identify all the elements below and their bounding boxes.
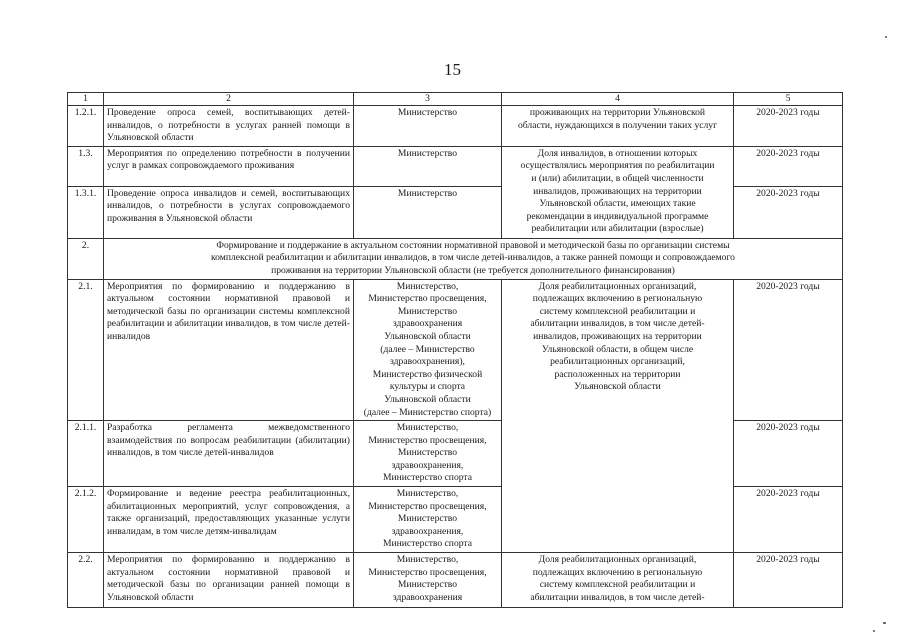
indicator-line: реабилитационных организаций, xyxy=(550,356,685,368)
event-text: Мероприятия по формированию и поддержанию в актуальном состоянии нормативной правовой и методической базы по организации системы комплексной реабилитации и абилитации инвалидов, в том числе детей-инвалидов xyxy=(104,279,354,421)
ministry-line: Министерство просвещения, xyxy=(368,500,487,512)
page-number: 15 xyxy=(444,60,461,79)
indicator-line: рекомендации в индивидуальной программе xyxy=(526,210,709,222)
ministry-line: Министерство xyxy=(397,513,458,525)
table-row xyxy=(68,279,843,421)
table-row xyxy=(68,146,843,186)
ministry-line: Министерство, xyxy=(396,422,459,434)
period-years: 2020-2023 годы xyxy=(734,421,843,487)
ministry-line: здравоохранения xyxy=(392,318,463,330)
responsible-ministry: Министерство xyxy=(354,106,502,147)
ministry-line: культуры и спорта xyxy=(389,381,466,393)
table-row xyxy=(68,106,843,147)
ministry-line: Министерство просвещения, xyxy=(368,434,487,446)
scan-speck xyxy=(885,36,887,38)
row-number: 1.3. xyxy=(68,146,104,186)
section-title-line: комплексной реабилитации и абилитации инвалидов, в том числе детей-инвалидов, а также ранней помощи и сопровождаемого xyxy=(211,252,735,264)
indicator-line: реабилитации или абилитации (взрослые) xyxy=(531,223,704,235)
ministry-line: Министерство, xyxy=(396,280,459,292)
ministry-line: здравоохранения), xyxy=(390,356,465,368)
row-number: 2. xyxy=(68,238,104,279)
period-years: 2020-2023 годы xyxy=(734,106,843,147)
table-header-row xyxy=(68,93,843,106)
section-title-line: проживания на территории Ульяновской области (не требуется дополнительного финансирования) xyxy=(271,264,675,276)
period-years: 2020-2023 годы xyxy=(734,146,843,186)
section-row xyxy=(68,238,843,279)
ministry-line: Ульяновской области xyxy=(384,393,471,405)
indicator-line: Ульяновской области, в общем числе xyxy=(541,343,694,355)
header-cell: 5 xyxy=(734,93,843,106)
indicator-line: проживающих на территории Ульяновской xyxy=(529,107,706,118)
ministry-line: Министерство xyxy=(397,579,458,591)
section-title-line: Формирование и поддержание в актуальном состоянии нормативной правовой и методической базы по организации системы xyxy=(216,239,730,251)
indicator-line: систему комплексной реабилитации и xyxy=(539,305,696,317)
header-cell: 4 xyxy=(502,93,734,106)
ministry-line: Министерство просвещения, xyxy=(368,566,487,578)
indicator-line: Ульяновской области, имеющих такие xyxy=(539,198,696,210)
period-years: 2020-2023 годы xyxy=(734,487,843,553)
responsible-ministry: Министерство xyxy=(354,146,502,186)
indicator-text xyxy=(502,553,734,608)
indicator-line: подлежащих включению в региональную xyxy=(532,566,703,578)
row-number: 2.1.2. xyxy=(68,487,104,553)
period-years: 2020-2023 годы xyxy=(734,186,843,238)
ministry-line: Министерство просвещения, xyxy=(368,293,487,305)
ministry-line: (далее – Министерство xyxy=(380,343,475,355)
scan-speck xyxy=(883,622,886,624)
indicator-line: Доля реабилитационных организаций, xyxy=(538,280,697,292)
table-row xyxy=(68,553,843,608)
indicator-line: подлежащих включению в региональную xyxy=(532,293,703,305)
indicator-line: и (или) абилитации, в общей численности xyxy=(531,172,704,184)
ministry-line: (далее – Министерство спорта) xyxy=(363,406,492,418)
ministry-line: здравоохранения xyxy=(392,591,463,603)
indicator-line: осуществлялись мероприятия по реабилитации xyxy=(520,160,715,172)
ministry-line: Министерство, xyxy=(396,488,459,500)
ministry-line: Министерство спорта xyxy=(383,538,472,550)
indicator-line: инвалидов, проживающих на территории xyxy=(533,330,702,342)
row-number: 1.3.1. xyxy=(68,186,104,238)
responsible-ministry xyxy=(354,421,502,487)
responsible-ministry xyxy=(354,279,502,421)
period-years: 2020-2023 годы xyxy=(734,553,843,608)
event-text: Проведение опроса семей, воспитывающих детей-инвалидов, о потребности в услугах ранней помощи в Ульяновской области xyxy=(104,106,354,147)
ministry-line: Министерство физической xyxy=(372,368,483,380)
responsible-ministry: Министерство xyxy=(354,186,502,238)
header-cell: 1 xyxy=(68,93,104,106)
header-cell: 2 xyxy=(104,93,354,106)
ministry-line: здравоохранения, xyxy=(391,459,464,471)
ministry-line: Министерство, xyxy=(396,554,459,566)
responsible-ministry xyxy=(354,487,502,553)
row-number: 2.1. xyxy=(68,279,104,421)
header-cell: 3 xyxy=(354,93,502,106)
program-table xyxy=(67,92,843,608)
row-number: 1.2.1. xyxy=(68,106,104,147)
ministry-line: Министерство спорта xyxy=(383,472,472,484)
event-text: Формирование и ведение реестра реабилитационных, абилитационных мероприятий, услуг сопровождения, а также организаций, предоставляющих указанные услуги инвалидам, в том числе детям-инвалидам xyxy=(104,487,354,553)
ministry-line: Министерство xyxy=(397,447,458,459)
indicator-line: Ульяновской области xyxy=(574,381,661,393)
scan-speck xyxy=(873,630,875,632)
indicator-line: расположенных на территории xyxy=(554,368,681,380)
event-text: Мероприятия по определению потребности в получении услуг в рамках сопровождаемого проживания xyxy=(104,146,354,186)
indicator-line: Доля реабилитационных организаций, xyxy=(538,554,697,566)
indicator-line: систему комплексной реабилитации и xyxy=(539,579,696,591)
indicator-text xyxy=(502,279,734,553)
ministry-line: Ульяновской области xyxy=(384,330,471,342)
event-text: Разработка регламента межведомственного взаимодействия по вопросам реабилитации (абилитации) инвалидов, в том числе детей-инвалидов xyxy=(104,421,354,487)
ministry-line: здравоохранения, xyxy=(391,525,464,537)
indicator-line: инвалидов, проживающих на территории xyxy=(533,185,702,197)
row-number: 2.2. xyxy=(68,553,104,608)
indicator-line: Доля инвалидов, в отношении которых xyxy=(537,147,698,159)
indicator-line: области, нуждающихся в получении таких услуг xyxy=(517,119,718,131)
section-title xyxy=(104,238,843,279)
event-text: Проведение опроса инвалидов и семей, воспитывающих инвалидов, о потребности в услугах сопровождаемого проживания в Ульяновской области xyxy=(104,186,354,238)
ministry-line: Министерство xyxy=(397,305,458,317)
event-text: Мероприятия по формированию и поддержанию в актуальном состоянии нормативной правовой и методической базы по организации ранней помощи в Ульяновской области xyxy=(104,553,354,608)
period-years: 2020-2023 годы xyxy=(734,279,843,421)
indicator-line: абилитации инвалидов, в том числе детей- xyxy=(530,591,705,603)
indicator-text xyxy=(502,106,734,147)
indicator-text xyxy=(502,146,734,238)
row-number: 2.1.1. xyxy=(68,421,104,487)
indicator-line: абилитации инвалидов, в том числе детей- xyxy=(530,318,705,330)
responsible-ministry xyxy=(354,553,502,608)
